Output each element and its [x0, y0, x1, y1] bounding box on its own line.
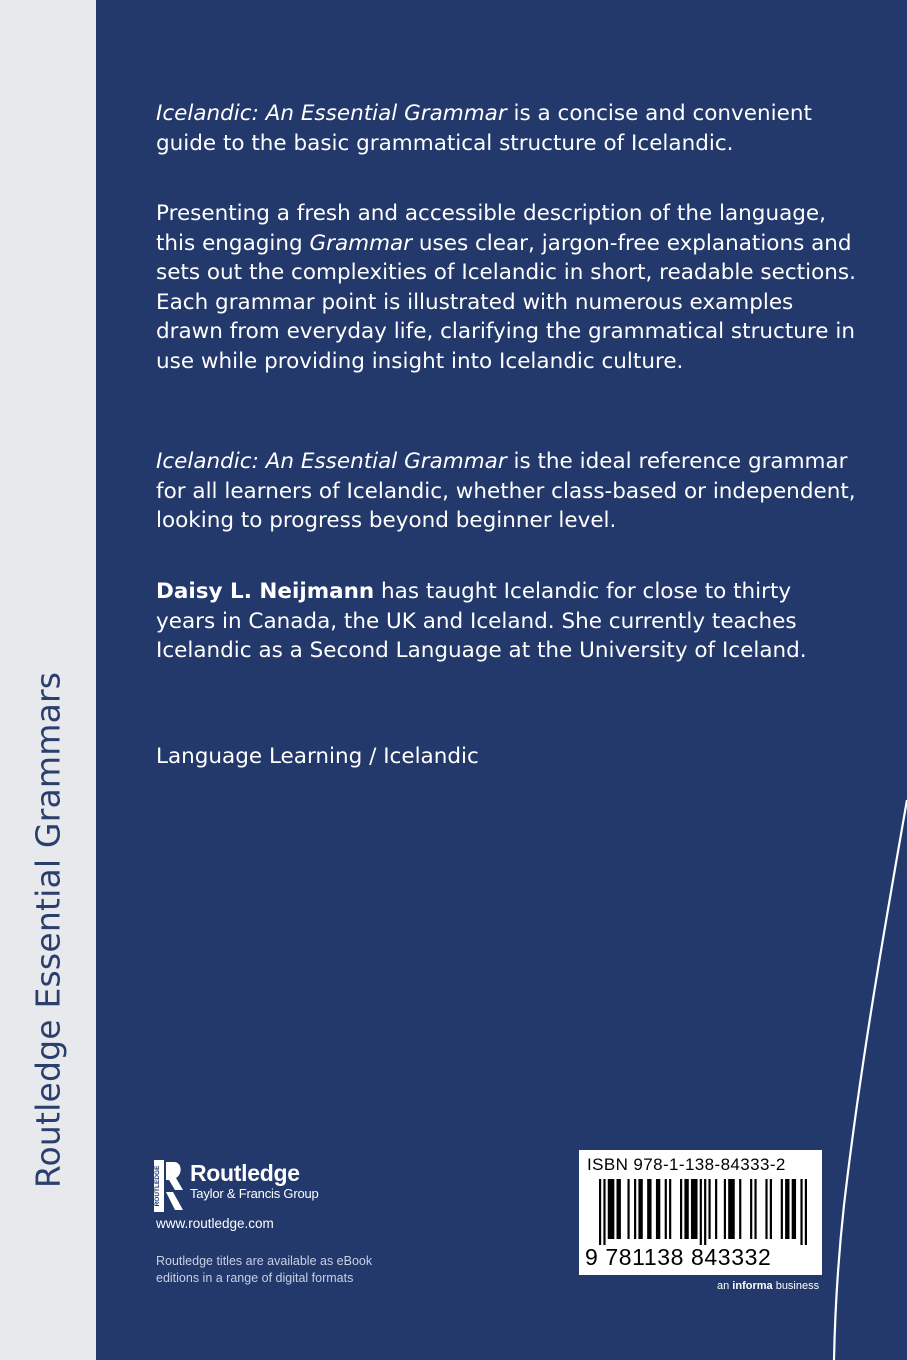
barcode-bar: [647, 1179, 651, 1239]
barcode-bar: [754, 1179, 756, 1239]
barcode-bar: [680, 1179, 682, 1239]
barcode-bar: [781, 1179, 783, 1239]
barcode-bar: [708, 1179, 710, 1239]
barcode-bar: [684, 1179, 688, 1239]
blurb-paragraph-2: [156, 199, 856, 376]
barcode-bar: [765, 1179, 767, 1239]
ean-digits: 9 781138 843332: [585, 1244, 772, 1270]
informa-tagline: [717, 1280, 819, 1292]
isbn-label: ISBN 978-1-138-84333-2: [587, 1155, 786, 1174]
barcode-bar: [805, 1179, 807, 1245]
isbn-barcode: [579, 1150, 822, 1275]
logo-wordmark: [190, 1160, 319, 1202]
ebook-note: Routledge titles are available as eBook editions in a range of digital formats: [156, 1254, 373, 1285]
barcode-bar: [728, 1179, 735, 1239]
barcode-bar: [770, 1179, 772, 1239]
book-title-italic: Icelandic: An Essential Grammar: [156, 101, 507, 126]
grammar-italic: Grammar: [309, 230, 413, 256]
barcode-bar: [704, 1179, 706, 1245]
barcode-bar: [603, 1179, 605, 1245]
blurb-text: is the ideal reference grammar for all learners of Icelandic, whether class-based or independent, looking to progress beyond beginner level.: [156, 449, 856, 533]
barcode-bar: [608, 1179, 615, 1239]
publisher-website[interactable]: www.routledge.com: [156, 1216, 274, 1231]
barcode-bar: [638, 1179, 642, 1239]
subject-category: Language Learning / Icelandic: [156, 744, 479, 769]
blurb-paragraph-3: [156, 447, 856, 536]
barcode-bar: [724, 1179, 726, 1239]
barcode-bar: [617, 1179, 621, 1239]
book-title-italic: Icelandic: An Essential Grammar: [156, 449, 507, 474]
barcode-bar: [691, 1179, 698, 1239]
informa-prefix: an: [717, 1280, 733, 1292]
barcode-bar: [800, 1179, 802, 1245]
blurb-text: is a concise and convenient guide to the basic grammatical structure of Icelandic.: [156, 101, 812, 156]
series-title: Routledge Essential Grammars: [28, 671, 68, 1189]
publisher-group: Taylor & Francis Group: [190, 1186, 319, 1201]
barcode-bar: [665, 1179, 667, 1239]
bio-text: has taught Icelandic for close to thirty years in Canada, the UK and Iceland. She currently teaches Icelandic as a Second Language at the University of Iceland.: [156, 579, 807, 663]
barcode-bar: [715, 1179, 717, 1239]
logo-mark-text: ROUTLEDGE: [154, 1165, 161, 1207]
barcode-bar: [634, 1179, 636, 1239]
author-name: Daisy L. Neijmann: [156, 579, 375, 604]
back-cover-panel: [96, 0, 907, 1360]
informa-brand: informa: [732, 1280, 773, 1292]
barcode-bar: [669, 1179, 671, 1239]
blurb-paragraph-1: [156, 99, 856, 158]
informa-suffix: business: [772, 1280, 820, 1292]
publisher-name: Routledge: [190, 1160, 300, 1186]
barcode-bars: [599, 1179, 807, 1245]
barcode-bar: [739, 1179, 741, 1239]
barcode-bar: [627, 1179, 629, 1239]
barcode-bar: [599, 1179, 601, 1245]
blurb-text: uses clear, jargon-free explanations and sets out the complexities of Icelandic in short, readable sections. Each grammar point is illustrated with numerous examples drawn from everyday life, clarifying the grammatical structure in use while providing insight into Icelandic culture.: [156, 230, 856, 374]
barcode-bar: [792, 1179, 796, 1239]
barcode-bar: [700, 1179, 702, 1245]
spine-strip: [0, 0, 96, 1360]
barcode-bar: [750, 1179, 752, 1239]
blurb-text: Presenting a fresh and accessible description of the language, this engaging: [156, 201, 826, 256]
routledge-r-icon: [154, 1160, 184, 1212]
barcode-bar: [785, 1179, 789, 1239]
routledge-logo: [154, 1160, 319, 1212]
author-bio: [156, 577, 856, 666]
barcode-bar: [656, 1179, 660, 1239]
